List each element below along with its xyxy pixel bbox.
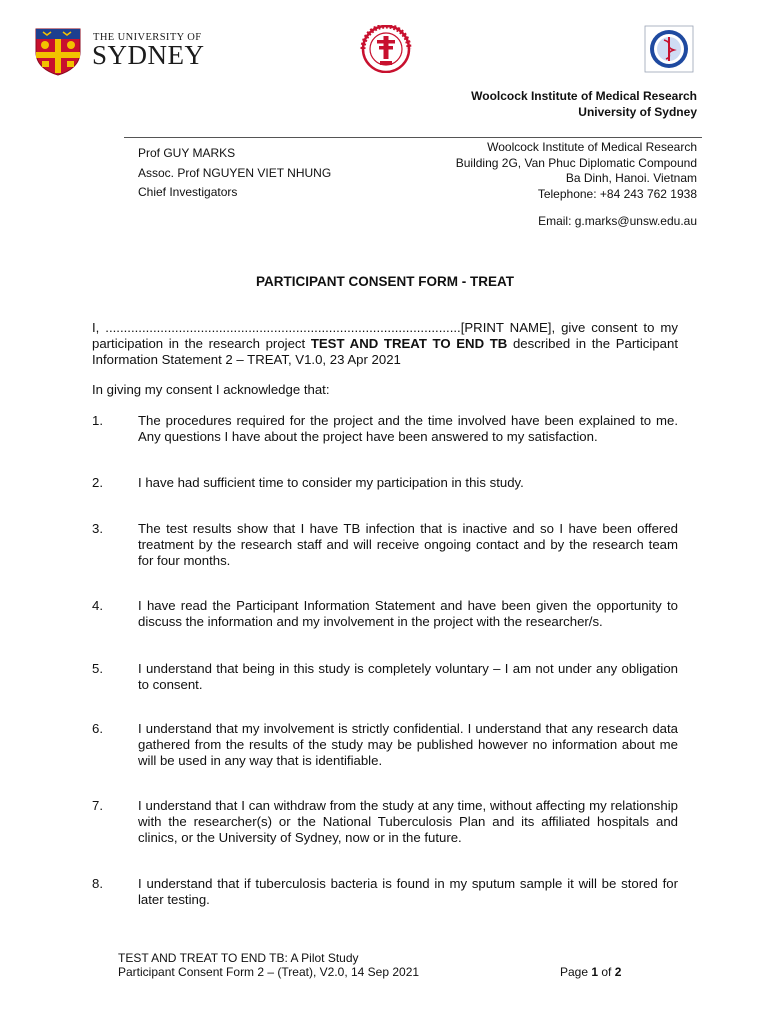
institute-seal-logo xyxy=(358,25,414,73)
institute-name: Woolcock Institute of Medical Research xyxy=(471,89,697,103)
consent-suffix: described in the Participant Information Statement 2 – TREAT, V1.0, 23 Apr 2021 xyxy=(92,336,678,367)
caduceus-icon xyxy=(644,25,694,73)
seal-icon xyxy=(358,25,414,73)
item-number-1: 1. xyxy=(92,413,103,428)
page-number xyxy=(560,965,621,979)
item-number-8: 8. xyxy=(92,876,103,891)
institute-header xyxy=(471,89,697,120)
medical-emblem-logo xyxy=(644,25,694,73)
investigators-block xyxy=(138,144,331,203)
item-text-8: I understand that if tuberculosis bacteria is found in my sputum sample it will be stored for later testing. xyxy=(138,876,678,907)
university-name: University of Sydney xyxy=(578,104,697,119)
investigator-1: Prof GUY MARKS xyxy=(138,146,236,160)
item-text-5: I understand that being in this study is completely voluntary – I am not under any obligation to consent. xyxy=(138,661,678,692)
consent-statement xyxy=(92,320,678,368)
item-number-4: 4. xyxy=(92,598,103,613)
footer-study-title: TEST AND TREAT TO END TB: A Pilot Study xyxy=(118,951,359,965)
item-text-1: The procedures required for the project and the time involved have been explained to me. Any questions I have about the project have been answered to my satisfaction. xyxy=(138,413,678,444)
consent-prefix: I, .................................................................................................[PRINT NAME], give consent to my participation in the research project xyxy=(92,320,678,351)
sydney-wordmark: SYDNEY xyxy=(92,40,205,70)
item-text-7: I understand that I can withdraw from the study at any time, without affecting my relationship with the researcher(s) or the National Tuberculosis Plan and its affiliated hospitals and clinics, or the University of Sydney, now or in the future. xyxy=(138,798,678,845)
form-title: PARTICIPANT CONSENT FORM - TREAT xyxy=(256,274,514,289)
page-of: of xyxy=(598,965,615,979)
university-crest-icon xyxy=(33,26,83,76)
address-block xyxy=(456,140,697,202)
item-number-7: 7. xyxy=(92,798,103,813)
item-text-2: I have had sufficient time to consider my participation in this study. xyxy=(138,475,524,490)
item-number-2: 2. xyxy=(92,475,103,490)
item-text-4: I have read the Participant Information Statement and have been given the opportunity to discuss the information and my involvement in the project with the researcher/s. xyxy=(138,598,678,629)
item-text-3: The test results show that I have TB infection that is inactive and so I have been offered treatment by the research staff and will receive ongoing contact and by the research team for four months. xyxy=(138,521,678,568)
telephone: Telephone: +84 243 762 1938 xyxy=(537,186,697,201)
university-of-label: THE UNIVERSITY OF xyxy=(93,32,202,43)
university-of-sydney-logo xyxy=(33,26,205,78)
acknowledge-intro: In giving my consent I acknowledge that: xyxy=(92,382,330,397)
item-number-3: 3. xyxy=(92,521,103,536)
page-prefix: Page xyxy=(560,965,592,979)
item-number-6: 6. xyxy=(92,721,103,736)
item-text-6: I understand that my involvement is strictly confidential. I understand that any research data gathered from the results of the study may be published however no information about me will be used in any way that is identifiable. xyxy=(138,721,678,768)
investigator-2: Assoc. Prof NGUYEN VIET NHUNG xyxy=(138,165,332,180)
address-line-2: Building 2G, Van Phuc Diplomatic Compound xyxy=(455,155,697,170)
page-total: 2 xyxy=(614,965,622,979)
address-line-3: Ba Dinh, Hanoi. Vietnam xyxy=(565,171,697,185)
page-current: 1 xyxy=(591,965,599,979)
project-name: TEST AND TREAT TO END TB xyxy=(310,336,508,351)
footer-form-version: Participant Consent Form 2 – (Treat), V2.0, 14 Sep 2021 xyxy=(118,965,420,979)
footer-study-info xyxy=(118,951,419,979)
header-divider xyxy=(124,137,702,138)
email: Email: g.marks@unsw.edu.au xyxy=(538,214,697,228)
item-number-5: 5. xyxy=(92,661,103,676)
investigators-label: Chief Investigators xyxy=(138,185,238,199)
address-line-1: Woolcock Institute of Medical Research xyxy=(487,140,697,154)
